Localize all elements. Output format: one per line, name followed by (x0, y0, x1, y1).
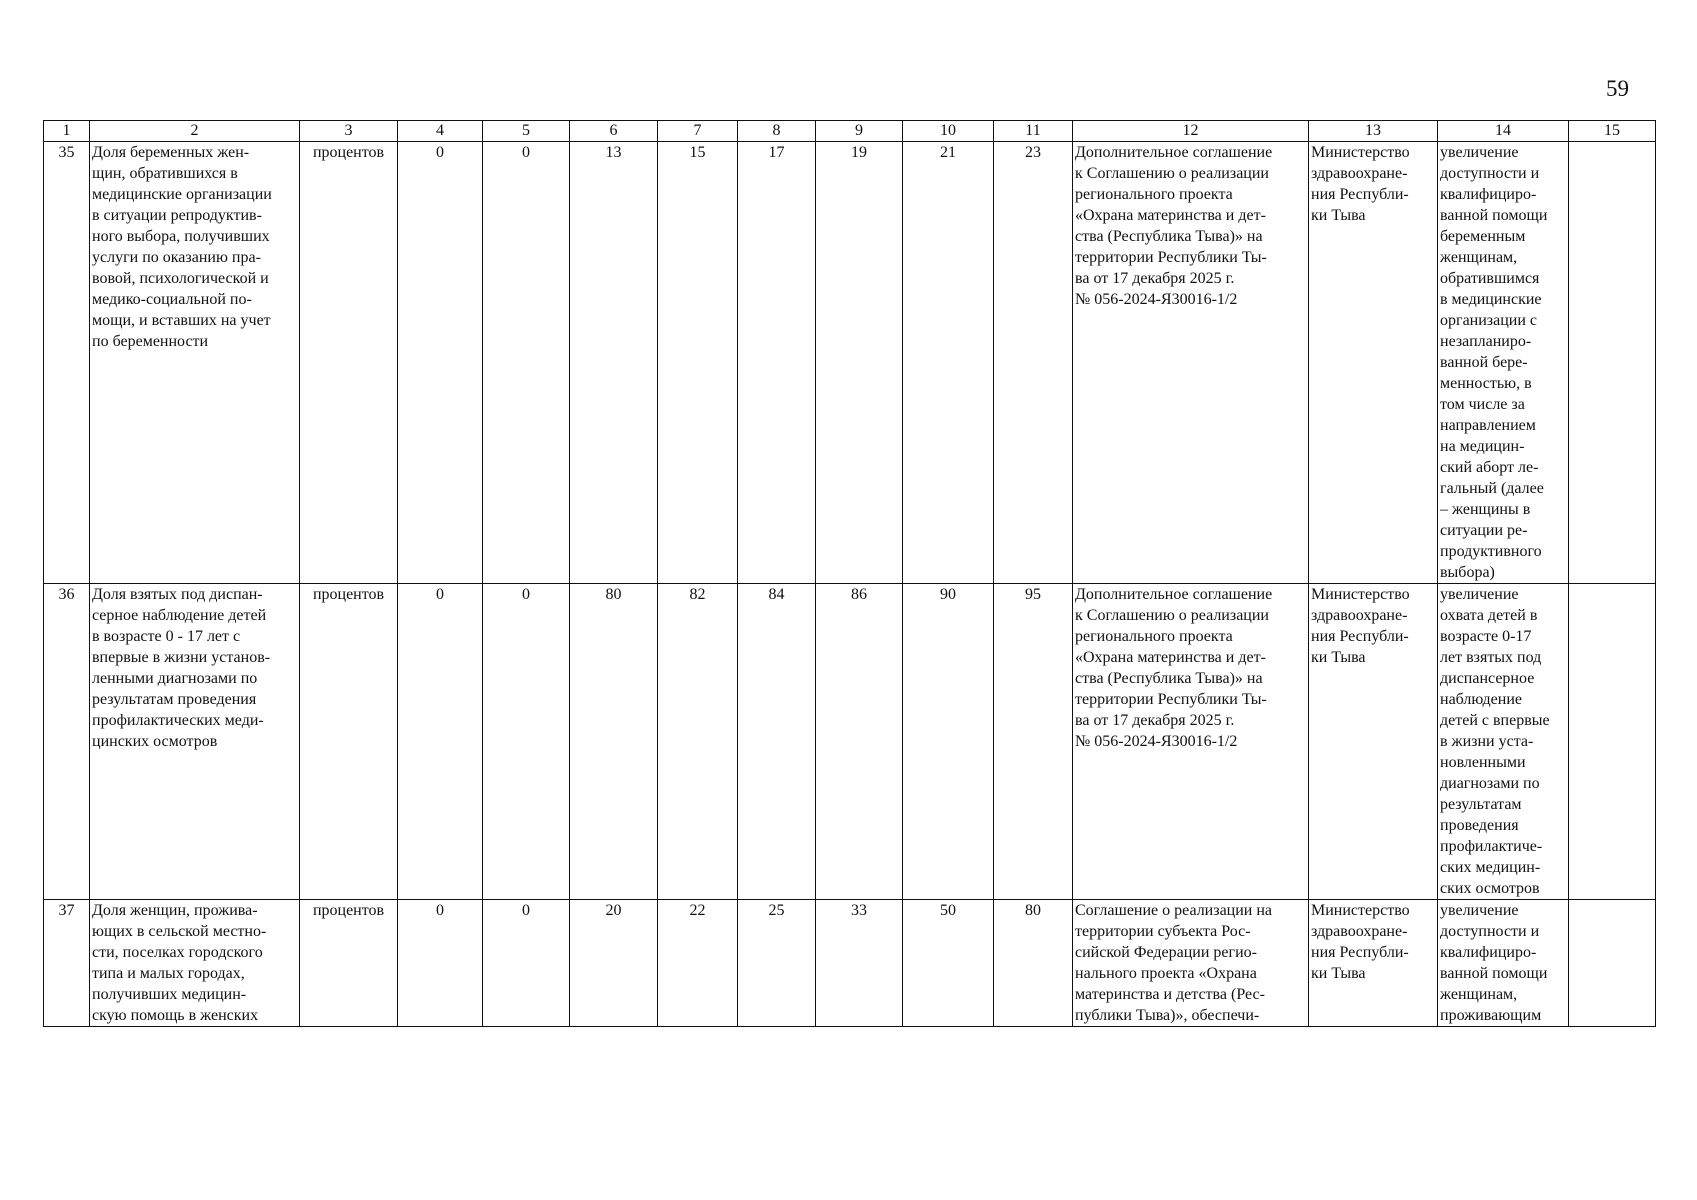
value-col-10: 50 (903, 900, 994, 1027)
value-col-4: 0 (398, 142, 483, 584)
header-cell-14: 14 (1438, 121, 1569, 142)
value-col-10: 90 (903, 584, 994, 900)
row-number: 36 (44, 584, 90, 900)
value-col-4: 0 (398, 900, 483, 1027)
value-col-11: 23 (994, 142, 1073, 584)
document-cell: Соглашение о реализации на территории субъекта Рос- сийской Федерации регио- нального проекта «Охрана материнства и детства (Рес- публики Тыва)», обеспечи- (1073, 900, 1309, 1027)
value-col-8: 25 (738, 900, 816, 1027)
value-col-7: 22 (658, 900, 738, 1027)
indicator-name: Доля взятых под диспан- серное наблюдение детей в возрасте 0 - 17 лет с впервые в жизни установ- ленными диагнозами по результатам проведения профилактических меди- цинских осмотров (90, 584, 300, 900)
header-cell-11: 11 (994, 121, 1073, 142)
header-cell-12: 12 (1073, 121, 1309, 142)
header-cell-7: 7 (658, 121, 738, 142)
document-cell: Дополнительное соглашение к Соглашению о реализации регионального проекта «Охрана материнства и дет- ства (Республика Тыва)» на территории Республики Ты- ва от 17 декабря 2025 г. № 056-2024-Я30016-1/2 (1073, 142, 1309, 584)
value-col-8: 17 (738, 142, 816, 584)
value-col-11: 80 (994, 900, 1073, 1027)
header-cell-6: 6 (570, 121, 658, 142)
value-col-9: 33 (816, 900, 903, 1027)
value-col-10: 21 (903, 142, 994, 584)
responsible-cell: Министерство здравоохране- ния Республи- ки Тыва (1309, 584, 1438, 900)
table-row (44, 142, 1656, 584)
value-col-4: 0 (398, 584, 483, 900)
row-number: 35 (44, 142, 90, 584)
empty-col-15 (1569, 142, 1656, 584)
value-col-9: 19 (816, 142, 903, 584)
header-cell-10: 10 (903, 121, 994, 142)
unit-cell: процентов (300, 900, 398, 1027)
header-row (44, 121, 1656, 142)
header-cell-8: 8 (738, 121, 816, 142)
indicator-name: Доля женщин, прожива- ющих в сельской местно- сти, поселках городского типа и малых городах, получивших медицин- скую помощь в женских (90, 900, 300, 1027)
table-row (44, 584, 1656, 900)
document-cell: Дополнительное соглашение к Соглашению о реализации регионального проекта «Охрана материнства и дет- ства (Республика Тыва)» на территории Республики Ты- ва от 17 декабря 2025 г. № 056-2024-Я30016-1/2 (1073, 584, 1309, 900)
value-col-6: 20 (570, 900, 658, 1027)
responsible-cell: Министерство здравоохране- ния Республи- ки Тыва (1309, 900, 1438, 1027)
value-col-5: 0 (483, 900, 570, 1027)
value-col-5: 0 (483, 142, 570, 584)
value-col-6: 13 (570, 142, 658, 584)
data-table (43, 120, 1656, 1027)
result-cell: увеличение доступности и квалифициро- ванной помощи беременным женщинам, обратившимся в медицинские организации с незапланиро- ванной бере- менностью, в том числе за направлением на медицин- ский аборт ле- гальный (далее – женщины в ситуации ре- продуктивного выбора) (1438, 142, 1569, 584)
table-row (44, 900, 1656, 1027)
value-col-7: 15 (658, 142, 738, 584)
header-cell-3: 3 (300, 121, 398, 142)
value-col-11: 95 (994, 584, 1073, 900)
unit-cell: процентов (300, 142, 398, 584)
header-cell-15: 15 (1569, 121, 1656, 142)
header-cell-5: 5 (483, 121, 570, 142)
row-number: 37 (44, 900, 90, 1027)
value-col-6: 80 (570, 584, 658, 900)
value-col-5: 0 (483, 584, 570, 900)
header-cell-2: 2 (90, 121, 300, 142)
header-cell-9: 9 (816, 121, 903, 142)
header-cell-13: 13 (1309, 121, 1438, 142)
result-cell: увеличение охвата детей в возрасте 0-17 лет взятых под диспансерное наблюдение детей с впервые в жизни уста- новленными диагнозами по результатам проведения профилактиче- ских медицин- ских осмотров (1438, 584, 1569, 900)
responsible-cell: Министерство здравоохране- ния Республи- ки Тыва (1309, 142, 1438, 584)
empty-col-15 (1569, 900, 1656, 1027)
empty-col-15 (1569, 584, 1656, 900)
indicator-name: Доля беременных жен- щин, обратившихся в медицинские организации в ситуации репродуктив- ного выбора, получивших услуги по оказанию пра- вовой, психологической и медико-социальной по- мощи, и вставших на учет по беременности (90, 142, 300, 584)
page-number: 59 (1606, 76, 1629, 101)
header-cell-1: 1 (44, 121, 90, 142)
result-cell: увеличение доступности и квалифициро- ванной помощи женщинам, проживающим (1438, 900, 1569, 1027)
unit-cell: процентов (300, 584, 398, 900)
value-col-8: 84 (738, 584, 816, 900)
value-col-7: 82 (658, 584, 738, 900)
header-cell-4: 4 (398, 121, 483, 142)
value-col-9: 86 (816, 584, 903, 900)
